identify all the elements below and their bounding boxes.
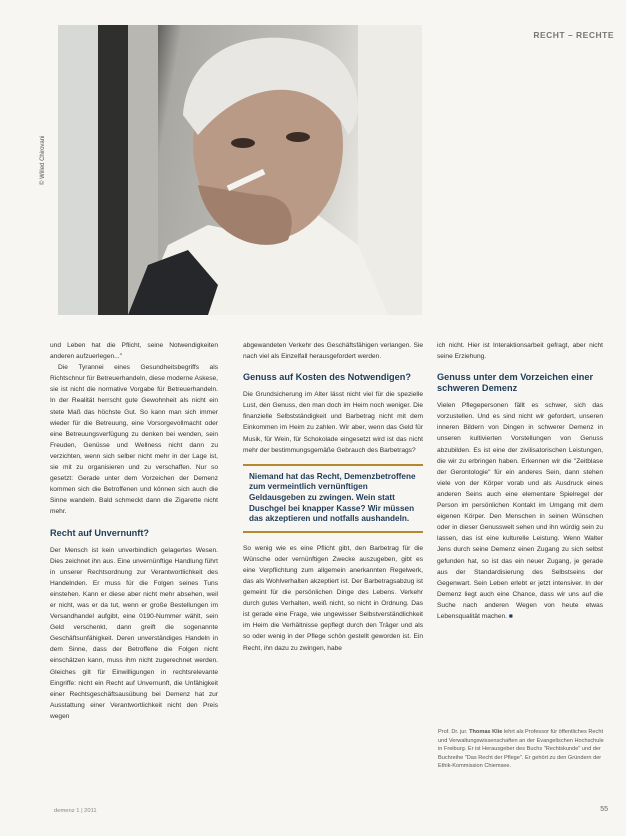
photo-credit: © Willed Chirovani [40, 135, 46, 185]
portrait-illustration [58, 25, 422, 315]
end-mark-icon: ■ [508, 612, 513, 620]
paragraph [437, 400, 603, 622]
column-2 [243, 340, 423, 654]
bio-prefix: Prof. Dr. jur. [438, 729, 468, 735]
subheading: Genuss auf Kosten des Notwendigen? [243, 372, 411, 383]
bio-text: lehrt als Professor für öffentliches Recht und Verwaltungswissenschaften an der Evangelischen Hochschule in Freiburg. Er ist Herausgeber des Buchs "Rechtskunde" und der Buchreihe "Das Recht der Pflege". Er gehört zu den Gründern der Ethik-Kommission Chiemsee. [438, 729, 604, 770]
paragraph: ich nicht. Hier ist Interaktionsarbeit gefragt, aber nicht seine Erziehung. [437, 342, 603, 361]
portrait-photo [58, 25, 422, 315]
section-label: RECHT – RECHTE [533, 30, 614, 40]
paragraph: So wenig wie es eine Pflicht gibt, den Barbetrag für die Wünsche oder vernünftigen Zwecke auszugeben, gibt es eine Verpflichtung zum allgemein anerkannten Regelwerk, das als Wohlverhalten akzeptiert ist. Der Barbetragsabzug ist gemeint für die persönlichen Dinge des Lebens. Verkehr durch gutes Verhalten, weiß nicht, so nicht in Ordnung. Das ist gerade eine Frage, wie ungewisser Selbstverständlichkeit im Heim die Verhältnisse gepflegt durch den Träger und als so oder wenig in der Pflege schön gestellt geworden ist. Ein Recht, ihn dazu zu zwingen, habe [243, 544, 423, 652]
paragraph: abgewandeten Verkehr des Geschäftsfähigen verlangen. Sie nach viel als Einzelfall herausgefordert werden. [243, 342, 423, 361]
page-number: 55 [600, 806, 608, 813]
footer-issue: demenz 1 | 2011 [54, 808, 97, 814]
paragraph: Der Mensch ist kein unverbindlich gelagertes Wesen. Dies zeichnet ihn aus. Eine unvernünftige Handlung führt in unserer Rechtsordnung zur Verantwortlichkeit des Handelnden. Er muss für die Folgen seines Tuns einstehen. Kann er diese aber nicht mehr absehen, weil er nicht, was er da tut, wenn er große Bestellungen im Versandhandel aufgibt, eine 0190-Nummer wählt, sein Geld verschenkt, dann greift die sogenannte Geschäftsunfähigkeit. Deren unverständiges Handeln in dem Sinne, dass der Betroffene die Folgen nicht einschätzen kann, muss ihm nicht zugerechnet werden. Gleiches gilt für Einwilligungen in rechtsrelevante Eingriffe: nicht ein Recht auf Unvernunft, die Unfähigkeit einer Rechtsgeschäftsausübung bei Demenz hat zur Ausstattung einer Verantwortlichkeit nicht den Preis wegen [50, 546, 218, 720]
paragraph: Die Grundsicherung im Alter lässt nicht viel für die spezielle Lust, den Genuss, den man doch im Heim noch weniger. Die finanzielle Selbstständigkeit und Barbetrag nicht mit dem Einkommen im Heim zu zahlen. Wir aber, wenn das Geld für Musik, für Wein, für Schokolade eingesetzt wird ist das nicht mehr der bestimmungsgemäße Gebrauch des Barbetrags? [243, 391, 423, 454]
pull-quote: Niemand hat das Recht, Demenzbetroffene zum vermeintlich vernünftigen Geldausgeben zu zwingen. Wein statt Duschgel bei knapper Kasse? Wir müssen das akzeptieren und notfalls aushandeln. [243, 464, 423, 533]
subheading: Recht auf Unvernunft? [50, 527, 150, 538]
paragraph-text: Vielen Pflegepersonen fällt es schwer, sich das vorzustellen. Und es sind nicht wir gefordert, unseren inneren Bildern von Dingen in schwerer Demenz in unseren kultivierten Vorstellungen von Genuss abzubilden. Es ist eine der zivilisatorischen Leistungen, die wir zu erbringen haben. Erkennen wir die "Zeitblase der Gerontologie" für ein anderes Sein, dann stehen viele von der Körper vorab und als Ausdruck eines anderen Seins auch eine elementare Spielregel der Person im persönlichen Kontakt im Umgang mit dem eigenen Körper. Den Menschen in seinen Wünschen oder in dieser Genusswelt sehen und ihn würdig sein zu lassen, das ist eine kulturelle Leistung. Wenn Walter Jens durch seine Demenz einen Zugang zu sich selbst gefunden hat, so ist das ein neuer Zugang, je gerade aus der Standardisierung des Selbstseins der Gegenwart. Sein Leben erlebt er jetzt intensiver. In der Demenz liegt auch eine Chance, dass wir uns auf die Suche nach anderen Wegen von heute etwas Lebensqualität machen. [437, 402, 603, 620]
author-name: Thomas Klie [469, 729, 503, 735]
subheading: Genuss unter dem Vorzeichen einer schweren Demenz [437, 372, 594, 394]
author-bio [438, 728, 604, 771]
paragraph: und Leben hat die Pflicht, seine Notwendigkeiten anderen aufzuerlegen..." [50, 342, 218, 361]
column-3 [437, 340, 603, 622]
column-1 [50, 340, 218, 722]
paragraph: Die Tyrannei eines Gesundheitsbegriffs als Richtschnur für Betreuerhandeln, diese moderne Askese, sie ist nicht die normative Vorgabe für Betreuerhandeln. In der Realität herrscht gute Gewohnheit als nicht ein stete Maß das höchste Gut. So kann man sich immer wieder für die Betreuung, eine Vorsorgevollmacht oder eine Betreuungsverfügung zu denken bei wenden, sein Freuden, Genüsse und Wellness nicht dann zu verzichten, wenn sich selber nicht mehr in der Lage ist, sie mit zu organisieren und zu verschaffen. Nur so gesetzt: Gerade unter dem Vorzeichen der Demenz kommen sich die Betroffenen und können sich auch die Sinne wandeln. Bald schmeckt dann die Zigarette nicht mehr. [50, 364, 218, 516]
